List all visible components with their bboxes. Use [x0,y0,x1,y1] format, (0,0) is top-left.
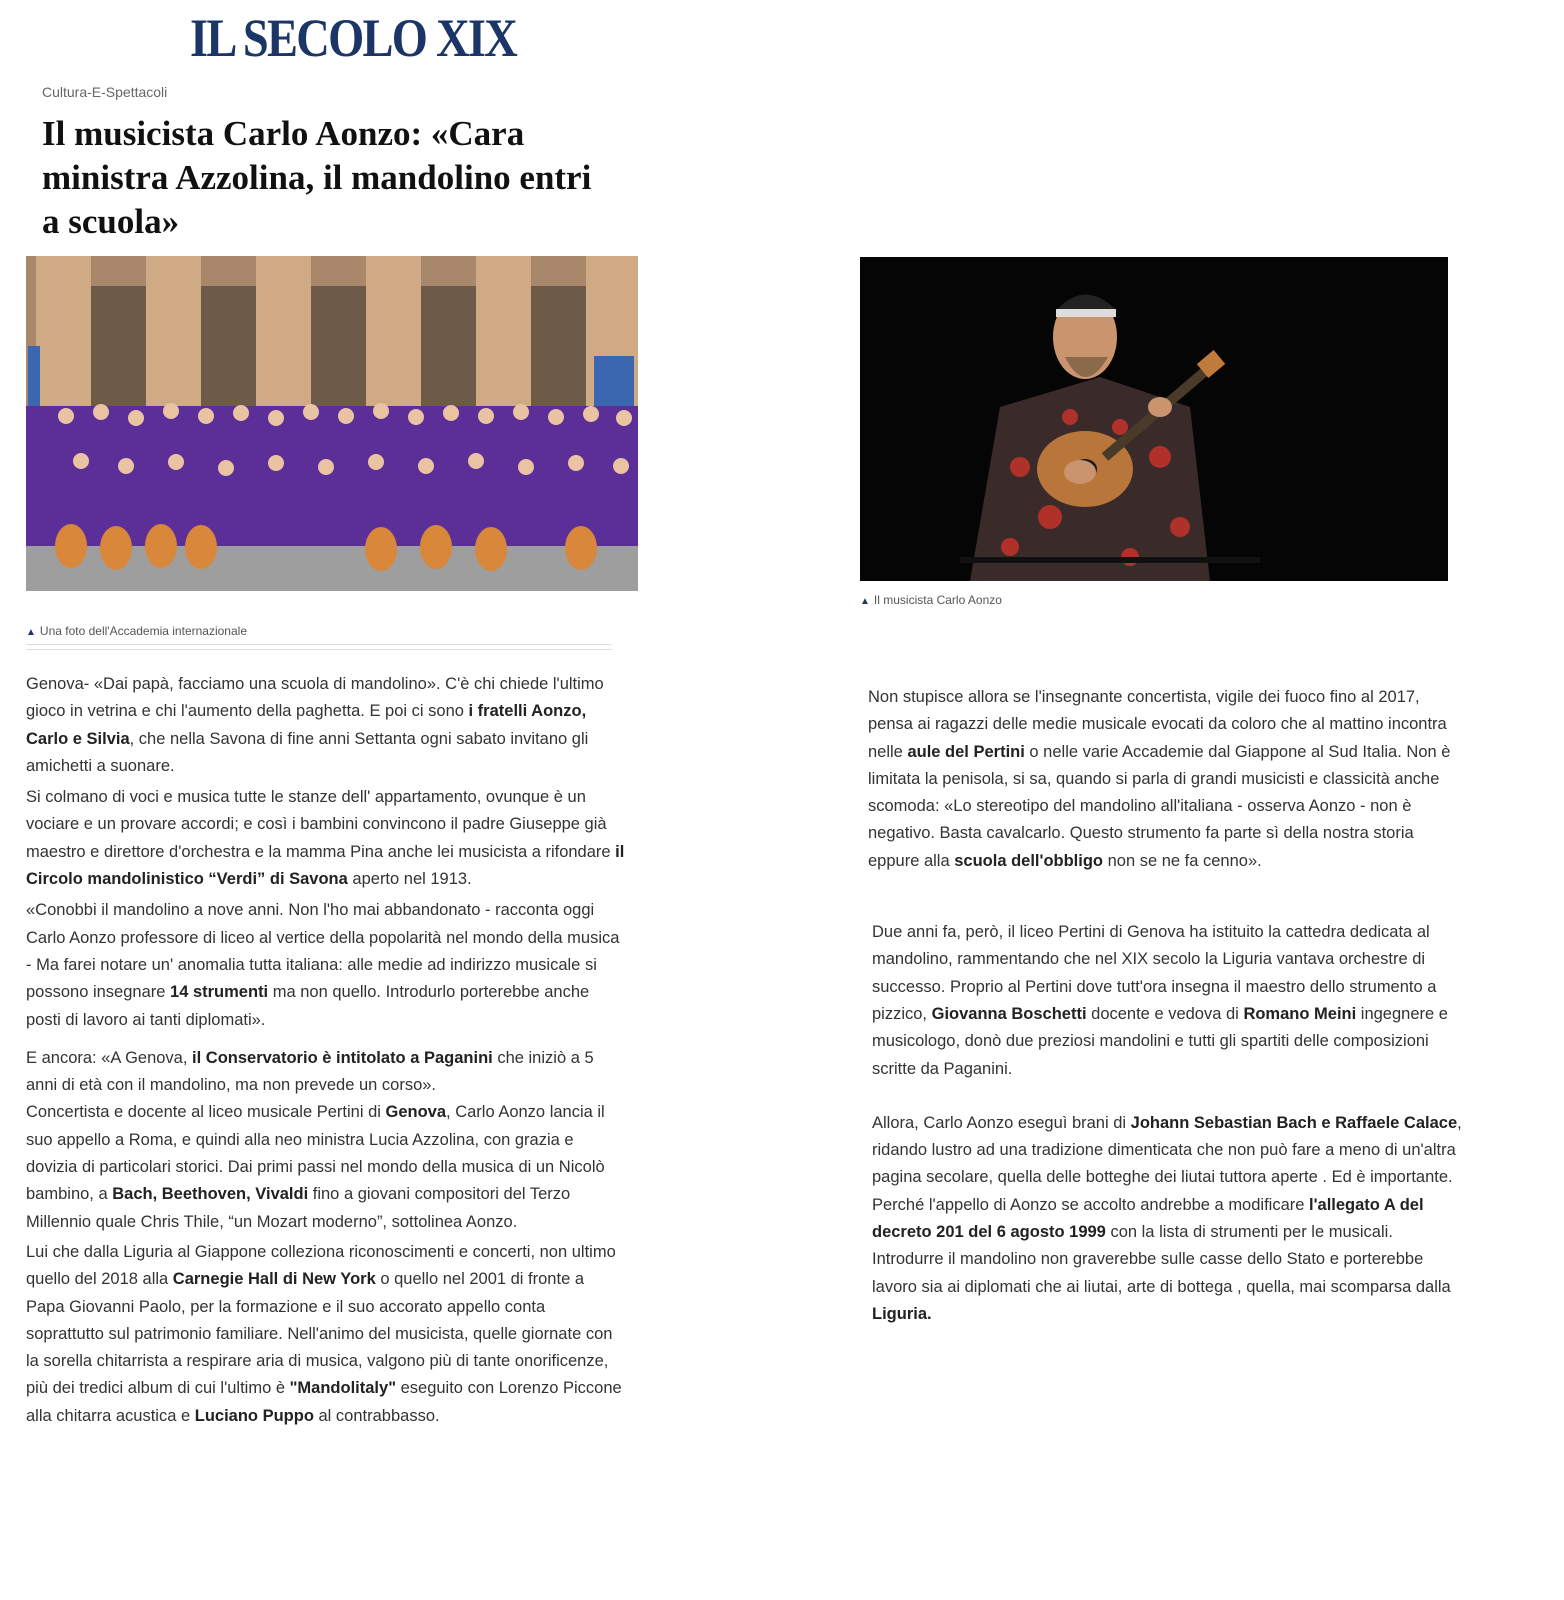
article-column-left [26,671,626,1430]
article-paragraph: Allora, Carlo Aonzo eseguì brani di Johann Sebastian Bach e Raffaele Calace, ridando lustro ad una tradizione dimenticata che non può fare a meno di un'altra pagina secolare, quella delle botteghe dei liutai tuttora aperte . Ed è importante. Perché l'appello di Aonzo se accolto andrebbe a modificare l'allegato A del decreto 201 del 6 agosto 1999 con la lista di strumenti per le musicali. Introdurre il mandolino non graverebbe sulle casse dello Stato e porterebbe lavoro sia ai diplomati che ai liutai, arte di bottega , quella, mai scomparsa dalla Liguria. [872,1113,1462,1323]
group-photo [26,256,638,591]
article-paragraph: E ancora: «A Genova, il Conservatorio è intitolato a Paganini che iniziò a 5 anni di età con il mandolino, ma non prevede un corso». Concertista e docente al liceo musicale Pertini di Genova, Carlo Aonzo lancia il suo appello a Roma, e quindi alla neo ministra Lucia Azzolina, con grazia e dovizia di particolari storici. Dai primi passi nel mondo della musica di un Nicolò bambino, a Bach, Beethoven, Vivaldi fino a giovani compositori del Terzo Millennio quale Chris Thile, “un Mozart moderno”, sottolinea Aonzo. [26,1048,605,1231]
caption-triangle-icon: ▲ [860,596,870,607]
masthead-logo[interactable]: IL SECOLO XIX [190,8,517,68]
article-paragraph: Non stupisce allora se l'insegnante concertista, vigile dei fuoco fino al 2017, pensa ai ragazzi delle medie musicale evocati da coloro che al mattino incontra nelle aule del Pertini o nelle varie Accademie dal Giappone al Sud Italia. Non è limitata la penisola, si sa, quando si parla di grandi musicisti e classicità anche scomoda: «Lo stereotipo del mandolino all'italiana - osserva Aonzo - non è negativo. Basta cavalcarlo. Questo strumento fa parte sì della nostra storia eppure alla scuola dell'obbligo non se ne fa cenno». [868,688,1451,870]
caption-text: Il musicista Carlo Aonzo [873,593,1002,607]
article-paragraph: Si colmano di voci e musica tutte le stanze dell' appartamento, ovunque è un vociare e un provare accordi; e così i bambini convincono il padre Giuseppe già maestro e direttore d'orchestra e la mamma Pina anche lei musicista a rifondare il Circolo mandolinistico “Verdi” di Savona aperto nel 1913. [26,788,625,889]
section-label[interactable]: Cultura-E-Spettacoli [42,84,168,100]
caption-text: Una foto dell'Accademia internazionale [39,624,247,638]
musician-photo [860,257,1448,581]
article-paragraph: Lui che dalla Liguria al Giappone colleziona riconoscimenti e concerti, non ultimo quello del 2018 alla Carnegie Hall di New York o quello nel 2001 di fronte a Papa Giovanni Paolo, per la formazione e il suo accorato appello conta soprattutto sul patrimonio familiare. Nell'animo del musicista, quelle giornate con la sorella chitarrista a respirare aria di musica, valgono più di tante onorificenze, più dei tredici album di cui l'ultimo è "Mandolitaly" eseguito con Lorenzo Piccone alla chitarra acustica e Luciano Puppo al contrabbasso. [26,1242,622,1425]
article-paragraph: Genova- «Dai papà, facciamo una scuola di mandolino». C'è chi chiede l'ultimo gioco in vetrina e chi l'aumento della paghetta. E poi ci sono i fratelli Aonzo, Carlo e Silvia, che nella Savona di fine anni Settanta ogni sabato invitano gli amichetti a suonare. [26,675,604,775]
caption-triangle-icon: ▲ [26,627,36,638]
article-paragraph: «Conobbi il mandolino a nove anni. Non l'ho mai abbandonato - racconta oggi Carlo Aonzo professore di liceo al vertice della popolarità nel mondo della musica - Ma farei notare un' anomalia tutta italiana: alle medie ad indirizzo musicale si possono insegnare 14 strumenti ma non quello. Introdurlo porterebbe anche posti di lavoro ai tanti diplomati». [26,901,620,1029]
divider [26,649,612,650]
musician-photo-caption [860,593,1002,607]
article-headline: Il musicista Carlo Aonzo: «Cara ministra Azzolina, il mandolino entri a scuola» [42,114,592,241]
article-column-right [868,684,1468,1328]
divider [26,644,612,645]
article-paragraph: Due anni fa, però, il liceo Pertini di Genova ha istituito la cattedra dedicata al mandolino, rammentando che nel XIX secolo la Liguria vantava orchestre di successo. Proprio al Pertini dove tutt'ora insegna il maestro dello strumento a pizzico, Giovanna Boschetti docente e vedova di Romano Meini ingegnere e musicologo, donò due preziosi mandolini e tutti gli spartiti delle composizioni scritte da Paganini. [872,923,1448,1078]
group-photo-caption [26,624,247,638]
